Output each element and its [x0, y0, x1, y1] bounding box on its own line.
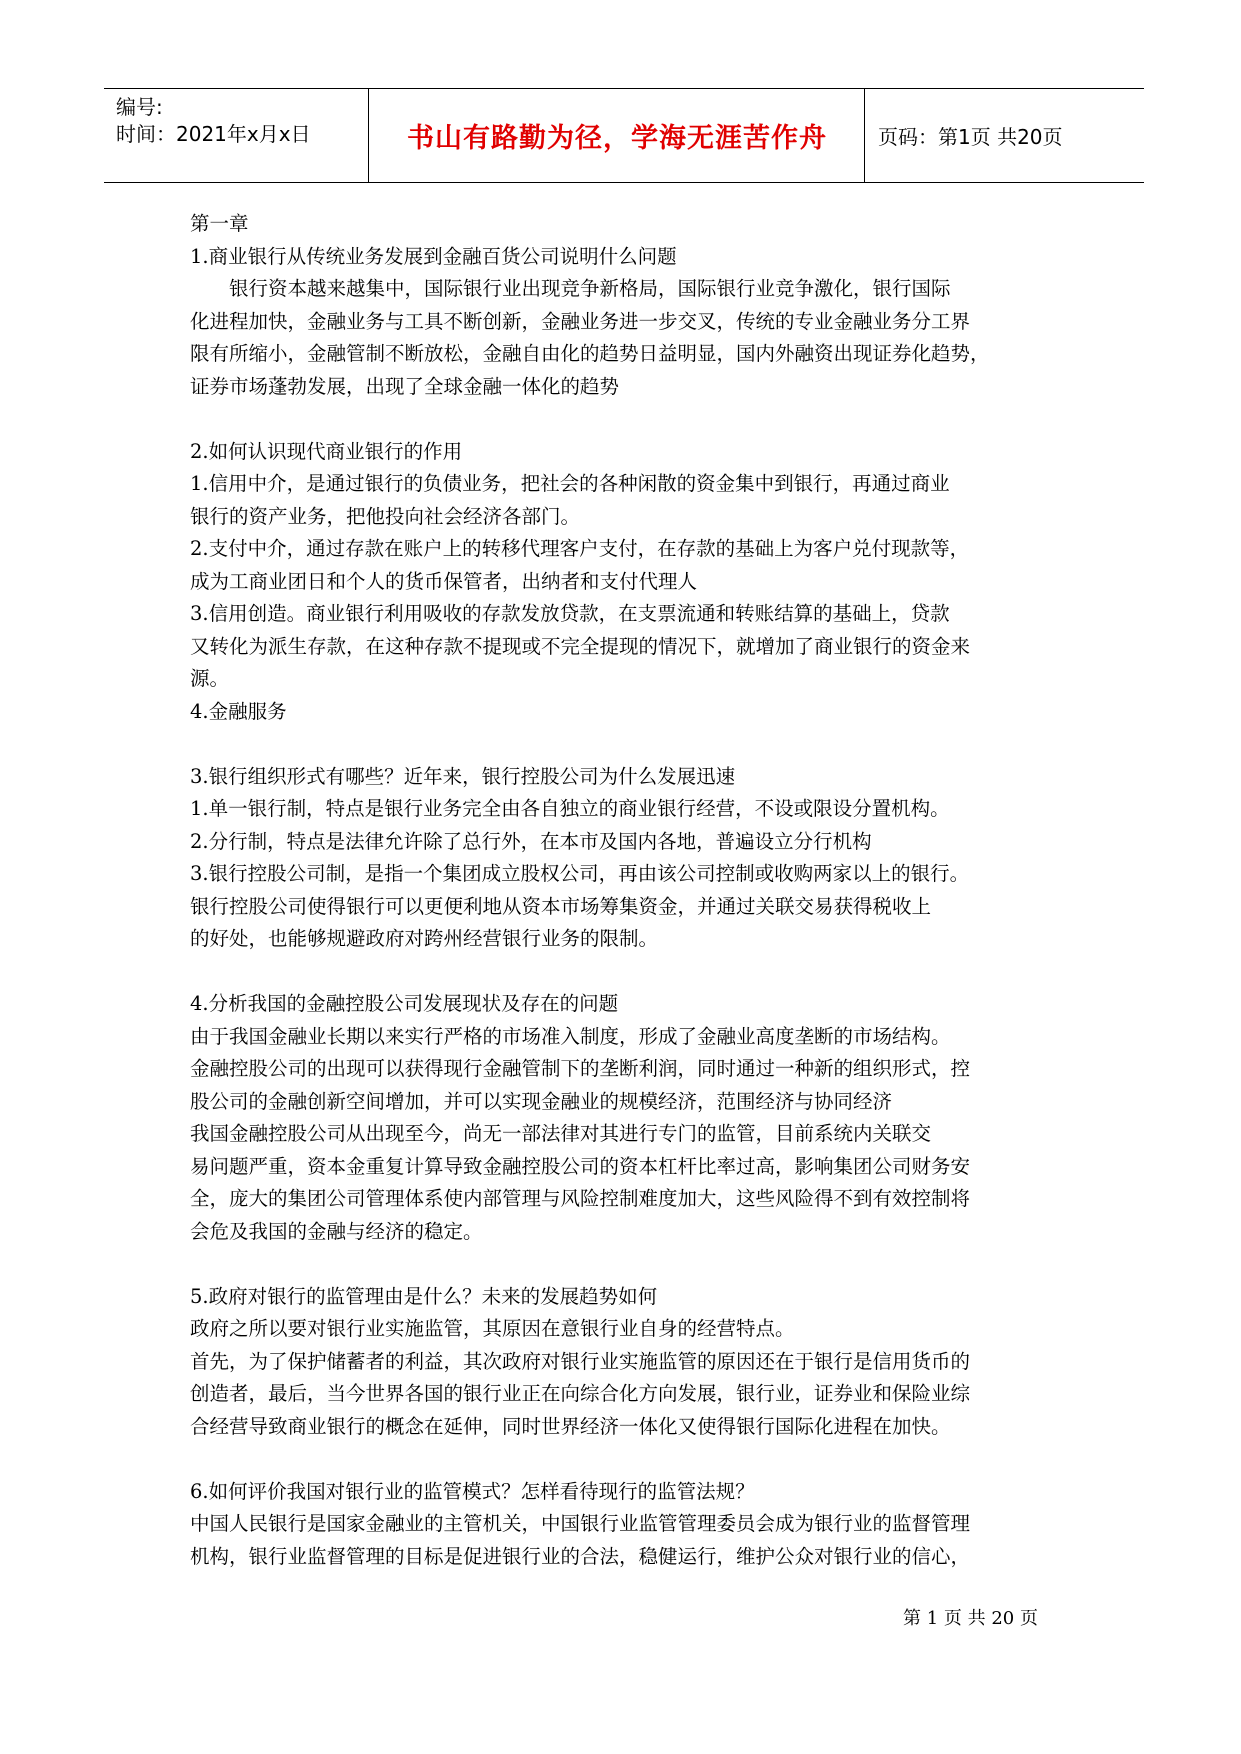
text-line: 我国金融控股公司从出现至今，尚无一部法律对其进行专门的监管，目前系统内关联交: [190, 1122, 932, 1145]
text-line: 2.支付中介，通过存款在账户上的转移代理客户支付，在存款的基础上为客户兑付现款等，: [190, 537, 970, 560]
text-line: 金融控股公司的出现可以获得现行金融管制下的垄断利润，同时通过一种新的组织形式，控: [190, 1057, 971, 1080]
text-line: 4.金融服务: [190, 699, 287, 723]
text-line: 3.信用创造。商业银行利用吸收的存款发放贷款，在支票流通和转账结算的基础上，贷款: [190, 602, 950, 625]
text-line: 限有所缩小，金融管制不断放松，金融自由化的趋势日益明显，国内外融资出现证券化趋势，: [190, 342, 990, 365]
text-line: 全，庞大的集团公司管理体系使内部管理与风险控制难度加大，这些风险得不到有效控制将: [190, 1187, 971, 1210]
text-line: 中国人民银行是国家金融业的主管机关，中国银行业监管管理委员会成为银行业的监督管理: [190, 1512, 971, 1535]
text-line: 3.银行组织形式有哪些？近年来，银行控股公司为什么发展迅速: [190, 764, 736, 788]
text-line: 2.如何认识现代商业银行的作用: [190, 439, 463, 463]
text-line: 源。: [190, 667, 230, 690]
paragraph-gap: [190, 1443, 1065, 1476]
text-line: 机构，银行业监督管理的目标是促进银行业的合法，稳健运行，维护公众对银行业的信心，: [190, 1544, 971, 1568]
text-line: 股公司的金融创新空间增加，并可以实现金融业的规模经济，范围经济与协同经济: [190, 1089, 893, 1113]
text-line: 合经营导致商业银行的概念在延伸，同时世界经济一体化又使得银行国际化进程在加快。: [190, 1414, 951, 1438]
text-line: 6.如何评价我国对银行业的监管模式？怎样看待现行的监管法规？: [190, 1479, 755, 1503]
text-line: 2.分行制，特点是法律允许除了总行外，在本市及国内各地，普遍设立分行机构: [190, 829, 872, 853]
text-line: 证券市场蓬勃发展，出现了全球金融一体化的趋势: [190, 374, 620, 398]
text-line: 的好处，也能够规避政府对跨州经营银行业务的限制。: [190, 927, 659, 950]
paragraph-gap: [190, 956, 1065, 989]
text-line: 第一章: [190, 212, 249, 235]
header-motto: 书山有路勤为径，学海无涯苦作舟: [370, 89, 865, 182]
page-footer: 第 1 页 共 20 页: [903, 1608, 1038, 1629]
text-line: 政府之所以要对银行业实施监管，其原因在意银行业自身的经营特点。: [190, 1317, 795, 1340]
paragraph-gap: [190, 1248, 1065, 1281]
header-meta-cell: [104, 89, 369, 182]
text-line: 1.单一银行制，特点是银行业务完全由各自独立的商业银行经营，不设或限设分置机构。: [190, 797, 950, 820]
text-line: 银行控股公司使得银行可以更便利地从资本市场筹集资金，并通过关联交易获得税收上: [190, 894, 932, 918]
text-line: 银行的资产业务，把他投向社会经济各部门。: [190, 504, 581, 528]
text-line: 易问题严重，资本金重复计算导致金融控股公司的资本杠杆比率过高，影响集团公司财务安: [190, 1154, 971, 1178]
text-line: 化进程加快，金融业务与工具不断创新，金融业务进一步交叉，传统的专业金融业务分工界: [190, 309, 971, 333]
text-line: 1.商业银行从传统业务发展到金融百货公司说明什么问题: [190, 244, 677, 268]
document-header: [104, 88, 1144, 183]
text-line: 4.分析我国的金融控股公司发展现状及存在的问题: [190, 992, 619, 1015]
paragraph-gap: [190, 728, 1065, 761]
text-line: 会危及我国的金融与经济的稳定。: [190, 1219, 483, 1243]
text-line: 由于我国金融业长期以来实行严格的市场准入制度，形成了金融业高度垄断的市场结构。: [190, 1024, 951, 1048]
document-number-label: 编号:: [116, 95, 163, 119]
text-line: 1.信用中介，是通过银行的负债业务，把社会的各种闲散的资金集中到银行，再通过商业: [190, 472, 950, 495]
text-line: 银行资本越来越集中，国际银行业出现竞争新格局，国际银行业竞争激化，银行国际: [190, 277, 951, 300]
text-line: 3.银行控股公司制，是指一个集团成立股权公司，再由该公司控制或收购两家以上的银行。: [190, 862, 970, 885]
text-line: 创造者，最后，当今世界各国的银行业正在向综合化方向发展，银行业，证券业和保险业综: [190, 1382, 971, 1405]
text-line: 又转化为派生存款，在这种存款不提现或不完全提现的情况下，就增加了商业银行的资金来: [190, 634, 971, 658]
paragraph-gap: [190, 403, 1065, 436]
text-line: 5.政府对银行的监管理由是什么？未来的发展趋势如何: [190, 1284, 658, 1308]
header-page-info: 页码：第1页 共20页: [878, 125, 1063, 149]
document-date-label: 时间：2021年x月x日: [116, 122, 311, 146]
document-body: [190, 208, 1065, 1573]
text-line: 首先，为了保护储蓄者的利益，其次政府对银行业实施监管的原因还在于银行是信用货币的: [190, 1349, 971, 1373]
text-line: 成为工商业团日和个人的货币保管者，出纳者和支付代理人: [190, 569, 698, 593]
